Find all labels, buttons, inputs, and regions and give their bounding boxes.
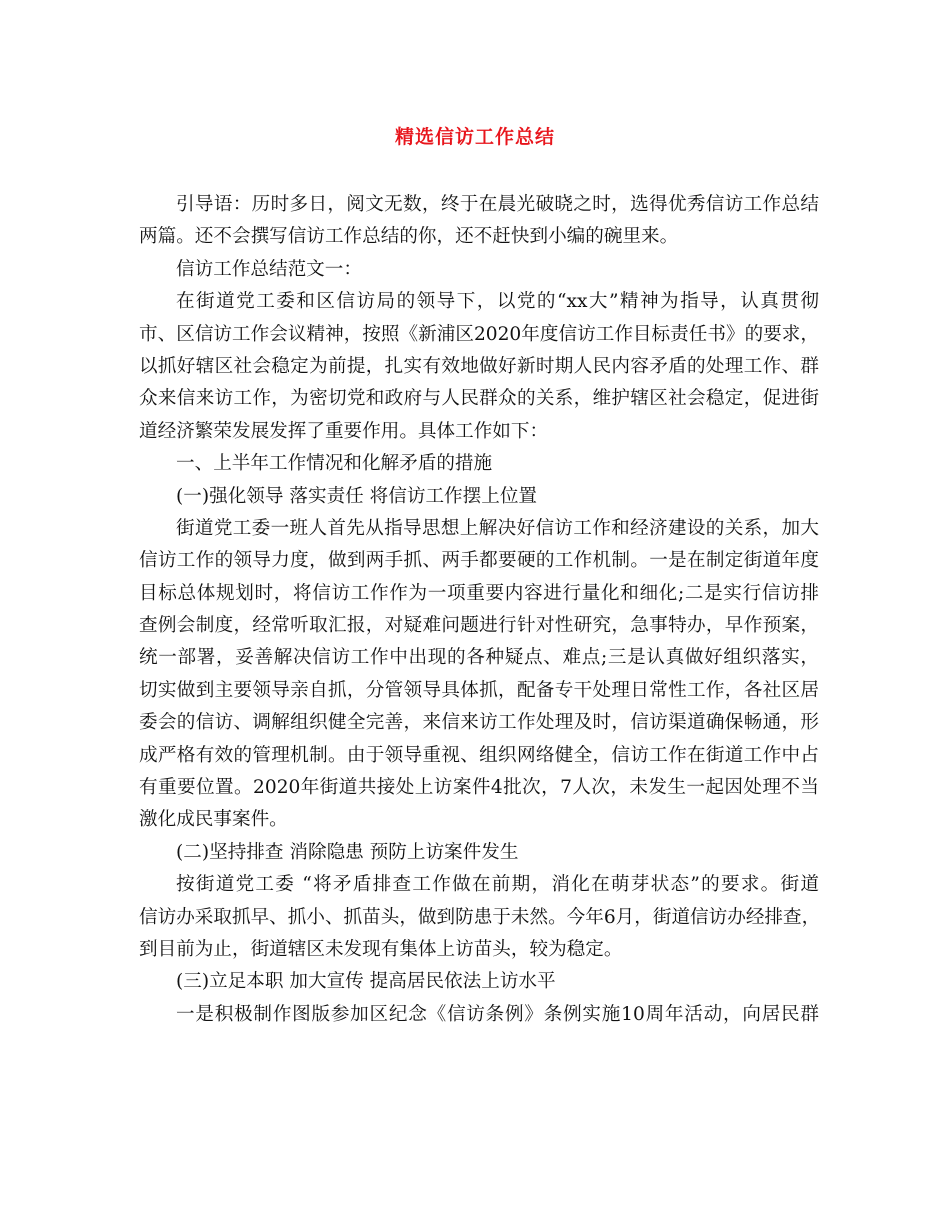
body-line: 到目前为止，街道辖区未发现有集体上访苗头，较为稳定。: [139, 938, 623, 960]
body-line: 道经济繁荣发展发挥了重要作用。具体工作如下：: [139, 420, 549, 442]
body-line: 按街道党工委 “将矛盾排查工作做在前期，消化在萌芽状态”的要求。街道: [176, 874, 819, 896]
body-line: 切实做到主要领导亲自抓，分管领导具体抓，配备专干处理日常性工作，各社区居: [139, 679, 819, 701]
body-line: 市、区信访工作会议精神，按照《新浦区2020年度信访工作目标责任书》的要求，: [139, 323, 819, 345]
body-line: 成严格有效的管理机制。由于领导重视、组织网络健全，信访工作在街道工作中占: [139, 744, 819, 766]
body-line: 委会的信访、调解组织健全完善，来信来访工作处理及时，信访渠道确保畅通，形: [139, 712, 819, 734]
document-body: [139, 189, 819, 1031]
body-line: 引导语：历时多日，阅文无数，终于在晨光破晓之时，选得优秀信访工作总结: [176, 194, 819, 215]
body-line: (一)强化领导 落实责任 将信访工作摆上位置: [176, 485, 538, 507]
body-line: 查例会制度，经常听取汇报，对疑难问题进行针对性研究，急事特办，早作预案，: [139, 615, 819, 637]
body-line: 众来信来访工作，为密切党和政府与人民群众的关系，维护辖区社会稳定，促进街: [139, 388, 819, 410]
body-line: 以抓好辖区社会稳定为前提，扎实有效地做好新时期人民内容矛盾的处理工作、群: [139, 355, 819, 377]
body-line: 一、上半年工作情况和化解矛盾的措施: [176, 453, 493, 475]
body-line: 一是积极制作图版参加区纪念《信访条例》条例实施10周年活动，向居民群: [176, 1003, 819, 1025]
body-line: (三)立足本职 加大宣传 提高居民依法上访水平: [176, 971, 556, 993]
document-title: 精选信访工作总结: [394, 126, 555, 148]
body-line: 信访办采取抓早、抓小、抓苗头，做到防患于未然。今年6月，街道信访办经排查，: [139, 906, 821, 928]
body-line: 信访工作总结范文一：: [176, 258, 362, 280]
body-line: 激化成民事案件。: [139, 809, 288, 831]
body-line: 街道党工委一班人首先从指导思想上解决好信访工作和经济建设的关系，加大: [176, 517, 819, 539]
body-line: 统一部署，妥善解决信访工作中出现的各种疑点、难点;三是认真做好组织落实，: [139, 647, 819, 669]
body-line: 在街道党工委和区信访局的领导下，以党的“xx大”精神为指导，认真贯彻: [176, 291, 819, 313]
body-line: 两篇。还不会撰写信访工作总结的你，还不赶快到小编的碗里来。: [139, 226, 679, 248]
body-line: 目标总体规划时，将信访工作作为一项重要内容进行量化和细化;二是实行信访排: [139, 582, 819, 604]
body-line: (二)坚持排查 消除隐患 预防上访案件发生: [176, 841, 519, 863]
body-line: 有重要位置。2020年街道共接处上访案件4批次，7人次，未发生一起因处理不当: [139, 777, 819, 799]
body-line: 信访工作的领导力度，做到两手抓、两手都要硬的工作机制。一是在制定街道年度: [139, 550, 819, 572]
